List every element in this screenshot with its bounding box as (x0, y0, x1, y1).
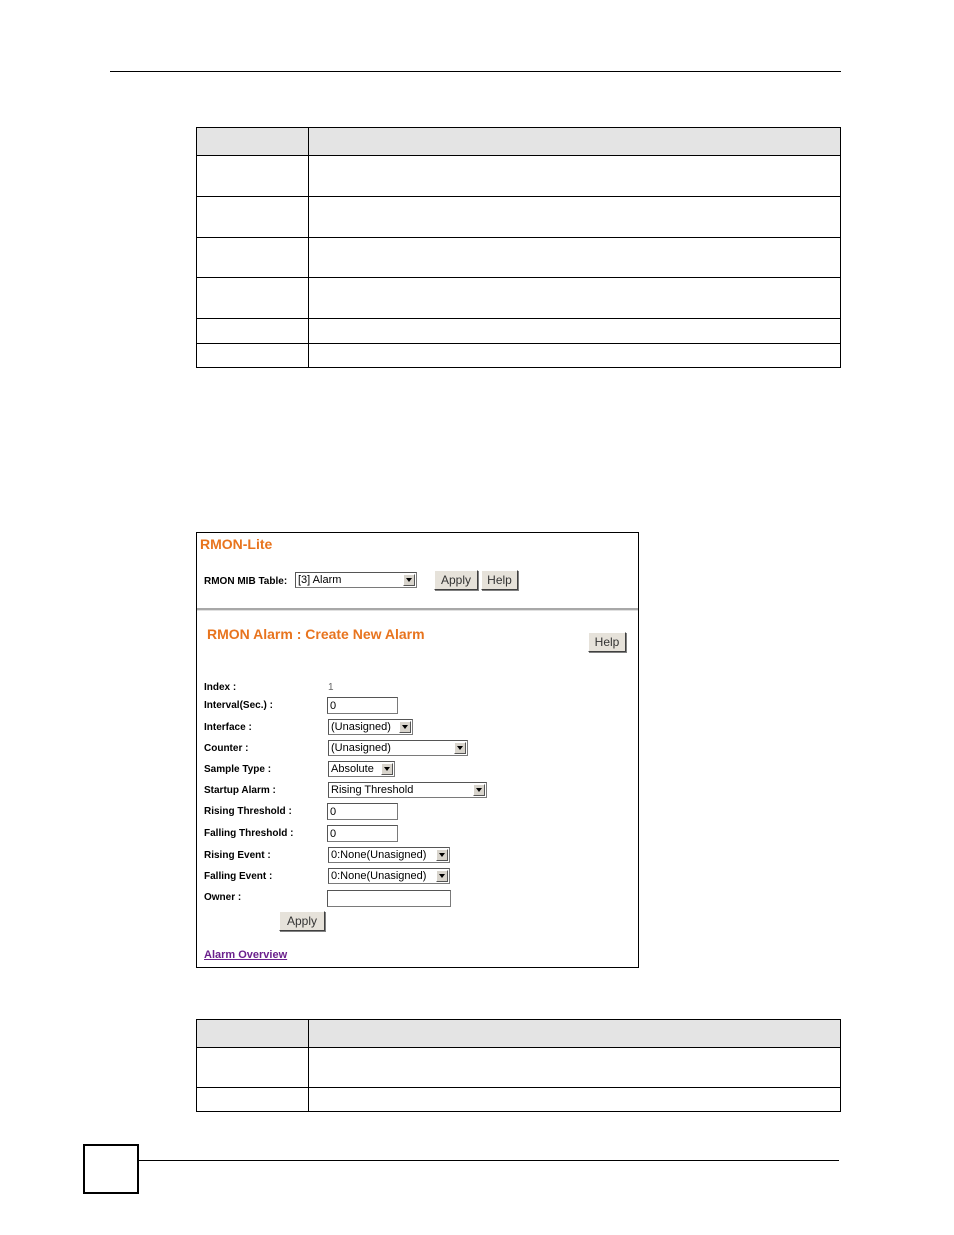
page-number-box (83, 1144, 139, 1194)
bottom-field-table (196, 1019, 841, 1112)
chevron-down-icon (381, 763, 393, 775)
chevron-down-icon (436, 849, 448, 861)
mib-table-select[interactable] (295, 572, 417, 588)
chevron-down-icon (436, 870, 448, 882)
sample-type-select[interactable] (328, 761, 395, 777)
mib-apply-button[interactable]: Apply (434, 570, 478, 590)
interface-label: Interface : (204, 722, 252, 733)
interface-value: (Unasigned) (331, 721, 391, 733)
mib-help-button[interactable]: Help (481, 570, 518, 590)
mib-table-value: [3] Alarm (298, 574, 342, 586)
owner-input[interactable] (327, 890, 451, 907)
rising-threshold-label: Rising Threshold : (204, 806, 292, 817)
top-field-table (196, 127, 841, 368)
counter-label: Counter : (204, 743, 249, 754)
interval-input[interactable] (327, 697, 398, 714)
rising-event-label: Rising Event : (204, 850, 271, 861)
owner-label: Owner : (204, 892, 242, 903)
falling-event-value: 0:None(Unasigned) (331, 870, 427, 882)
rmon-lite-title: RMON-Lite (200, 536, 273, 552)
rising-event-value: 0:None(Unasigned) (331, 849, 427, 861)
section-separator (197, 608, 638, 611)
counter-select[interactable] (328, 740, 468, 756)
alarm-apply-button[interactable]: Apply (279, 911, 325, 931)
startup-alarm-label: Startup Alarm : (204, 785, 276, 796)
index-value: 1 (328, 682, 334, 693)
falling-threshold-label: Falling Threshold : (204, 828, 294, 839)
mib-table-label: RMON MIB Table: (204, 576, 288, 587)
startup-alarm-value: Rising Threshold (331, 784, 414, 796)
sample-type-label: Sample Type : (204, 764, 272, 775)
index-label: Index : (204, 682, 237, 693)
falling-threshold-input[interactable] (327, 825, 398, 842)
counter-value: (Unasigned) (331, 742, 391, 754)
chevron-down-icon (403, 574, 415, 586)
sample-type-value: Absolute (331, 763, 374, 775)
startup-alarm-select[interactable] (328, 782, 487, 798)
header-rule (110, 71, 841, 72)
falling-event-label: Falling Event : (204, 871, 273, 882)
rmon-alarm-screenshot (196, 532, 639, 968)
alarm-help-button[interactable]: Help (588, 632, 626, 652)
interval-label: Interval(Sec.) : (204, 700, 273, 711)
rising-threshold-input[interactable] (327, 803, 398, 820)
chevron-down-icon (473, 784, 485, 796)
alarm-overview-link[interactable]: Alarm Overview (204, 949, 288, 961)
falling-event-select[interactable] (328, 868, 450, 884)
create-alarm-title: RMON Alarm : Create New Alarm (207, 626, 425, 642)
interface-select[interactable] (328, 719, 413, 735)
footer-rule (139, 1160, 839, 1161)
chevron-down-icon (454, 742, 466, 754)
rising-event-select[interactable] (328, 847, 450, 863)
chevron-down-icon (399, 721, 411, 733)
